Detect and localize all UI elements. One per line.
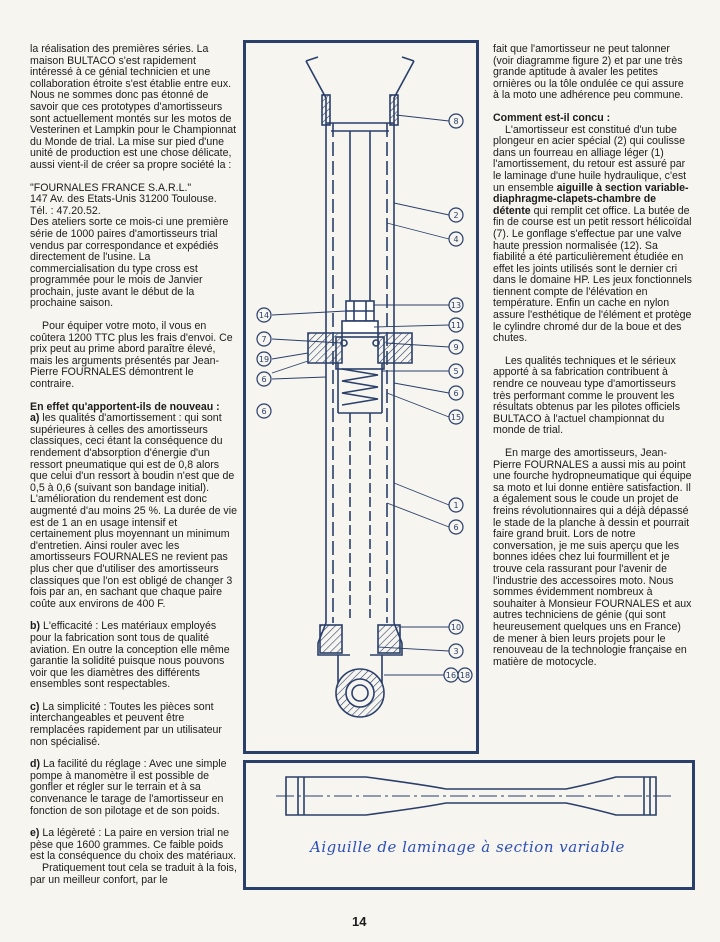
part-label (449, 298, 463, 312)
paragraph-text: Les qualités techniques et le sérieux apporté à sa fabrication contribuent à rendre ce nouveau type d'amortisseurs très performant comme le prouvent les résultats obtenus par les pilotes officiels BULTACO à l'actuel championnat du monde de trial. (493, 354, 681, 437)
part-label (449, 644, 463, 658)
list-item (30, 828, 238, 863)
page-number: 14 (352, 914, 367, 929)
paragraph: la réalisation des premières séries. La maison BULTACO s'est rapidement intéressé à ce génial technicien et une collaboration étroite s'est établie entre eux. Nous ne sommes donc pas étonné de savoir que ces prototypes d'amortisseurs sont actuellement montés sur les motos de Vesterinen et Lampkin pour le Championnat du Monde de trial. La mise sur pied d'une unité de production est une chose délicate, aussi vient-il de créer sa propre société la : (30, 43, 237, 171)
company-address: 147 Av. des Etats-Unis 31200 Toulouse. (30, 193, 217, 206)
paragraph: Des ateliers sorte ce mois-ci une première série de 1000 paires d'amortisseurs trial vendus par correspondance et expédiés directement de l'usine. La commercialisation du type cross est programmée pour le mois de Janvier prochain, juste avant le début de la prochaine saison. (30, 216, 229, 310)
svg-text:16: 16 (445, 671, 457, 680)
svg-text:8: 8 (453, 117, 459, 126)
svg-text:1: 1 (453, 501, 459, 510)
company-phone: Tél. : 47.20.52. (30, 204, 101, 217)
paragraph (30, 863, 238, 886)
needle-diagram (243, 760, 695, 890)
part-label (257, 308, 271, 322)
paragraph-text: Pratiquement tout cela se traduit à la fois, par un meilleur confort, par le (30, 862, 237, 886)
part-label (449, 318, 463, 332)
svg-text:19: 19 (258, 355, 270, 364)
svg-text:13: 13 (450, 301, 462, 310)
part-label (449, 386, 463, 400)
svg-text:2: 2 (453, 211, 459, 220)
item-text: La simplicité : Toutes les pièces sont interchangeables et peuvent être remplacées rapidement par un utilisateur non spécialisé. (30, 700, 222, 748)
needle-drawing (246, 763, 692, 887)
paragraph (493, 448, 692, 668)
svg-text:6: 6 (453, 523, 459, 532)
item-label: d) (30, 758, 40, 771)
part-label (257, 352, 271, 366)
bold-phrase: aiguille à section variable-diaphragme-clapets-chambre de détente (493, 181, 689, 217)
svg-text:4: 4 (453, 235, 459, 244)
part-label (449, 520, 463, 534)
svg-text:5: 5 (453, 367, 459, 376)
svg-text:3: 3 (453, 647, 459, 656)
svg-text:6: 6 (261, 375, 267, 384)
left-text-column (30, 44, 238, 886)
item-text: L'efficacité : Les matériaux employés pour la fabrication sont tous de qualité aviation. En outre la conception elle même garantie la solidité puisque nous pouvons voir que les diamètres des différents ensembles sont respectables. (30, 620, 230, 691)
svg-text:9: 9 (453, 343, 459, 352)
part-label (449, 232, 463, 246)
part-label (257, 404, 271, 418)
item-label: a) (30, 412, 40, 425)
part-label (444, 668, 458, 682)
svg-text:11: 11 (450, 321, 462, 330)
list-item (30, 621, 238, 691)
part-label (257, 332, 271, 346)
paragraph-text: Pour équiper votre moto, il vous en coûtera 1200 TTC plus les frais d'envoi. Ce prix peut au prime abord paraître élevé, mais les arguments présentés par Jean-Pierre FOURNALES démontrent le contraire. (30, 320, 233, 391)
paragraph (30, 321, 238, 391)
svg-text:14: 14 (258, 311, 270, 320)
paragraph: fait que l'amortisseur ne peut talonner (voir diagramme figure 2) et par une très grande aptitude à avaler les petites ornières ou la tôle ondulée ce qui assure à la moto une adhérence peu commune. (493, 43, 684, 102)
item-label: b) (30, 620, 40, 633)
part-label (449, 364, 463, 378)
paragraph-text: L'amortisseur est constitué d'un tube plongeur en acier spécial (2) qui coulisse dans un fourreau en alliage léger (1) l'amortissement, du retour est assuré par le laminage d'une huile hydraulique, c'est un ensemble (493, 123, 687, 194)
list-item (30, 759, 238, 817)
list-item (30, 413, 238, 610)
part-label (449, 410, 463, 424)
part-label (449, 340, 463, 354)
svg-text:6: 6 (261, 407, 267, 416)
part-label (449, 620, 463, 634)
paragraph-text: qui remplit cet office. La butée de fin de course est un petit ressort hélicoïdal (7). Le gonflage s'effectue par une valve haute pression normalisée (12). Sa fiabilité a été particulièrement étudiée en effet les joints utilisés sont le dernier cri dans le domaine HP. Les jeux fonctionnels tiennent compte de l'élévation en température. Enfin un cache en nylon assure l'esthétique de l'élément et protège le cylindre chromé dur de la boue et des chutes. (493, 204, 692, 345)
item-text: les qualités d'amortissement : qui sont supérieures à celles des amortisseurs classiques, ceci étant la conséquence du rendement d'absorption d'énergie d'un ressort pneumatique qui est de 0,8 alors que celui d'un ressort à boudin n'est que de 0,5 à 0,6 (suivant son bandage initial). L'amélioration du rendement est donc augmenté d'au moins 25 %. La durée de vie est de 1 an en usage intensif et certainement plus moyennant un minimum d'entretien. Ainsi rouler avec les amortisseurs FOURNALES ne revient pas plus cher que d'utiliser des amortisseurs classiques que l'on est obligé de changer 3 fois par an, en sachant que chaque paire coûte aux environs de 400 F. (30, 412, 237, 610)
shock-absorber-drawing (246, 43, 476, 751)
item-text: La légèreté : La paire en version trial ne pèse que 1600 grammes. Ce faible poids est la conséquence du choix des matériaux. (30, 827, 237, 863)
part-label (449, 208, 463, 222)
svg-text:15: 15 (450, 413, 462, 422)
paragraph (493, 356, 692, 437)
svg-text:6: 6 (453, 389, 459, 398)
list-item (30, 702, 238, 748)
svg-text:7: 7 (261, 335, 267, 344)
svg-text:10: 10 (450, 623, 462, 632)
company-name: "FOURNALES FRANCE S.A.R.L." (30, 181, 192, 194)
svg-text:18: 18 (459, 671, 471, 680)
needle-caption: Aiguille de laminage à section variable (310, 838, 625, 856)
item-text: La facilité du réglage : Avec une simple pompe à manomètre il est possible de gonfler et régler sur le terrain et à sa convenance le tarage de l'amortisseur en fonction de son pilotage et de son poids. (30, 758, 227, 817)
part-label (257, 372, 271, 386)
paragraph (493, 125, 692, 345)
shock-absorber-diagram (243, 40, 479, 754)
item-label: e) (30, 827, 40, 840)
section-heading: En effet qu'apportent-ils de nouveau : (30, 400, 220, 413)
section-heading: Comment est-il concu : (493, 111, 611, 124)
right-text-column (493, 44, 692, 679)
part-label (449, 114, 463, 128)
part-label (458, 668, 472, 682)
paragraph-text: En marge des amortisseurs, Jean-Pierre FOURNALES a aussi mis au point une fourche hydropneumatique qui équipe sa moto et lui donne entière satisfaction. Il a également sous le coude un projet de freins révolutionnaires qui a déjà dépassé le stade de la planche à dessin et pourrait faire grand bruit. Lors de notre conversation, je me suis aperçu que les bonnes idées chez lui fourmillent et je trouve cela rassurant pour l'avenir de l'industrie des accessoires moto. Nous sommes évidemment nombreux à souhaiter à Monsieur FOURNALES et aux autres techniciens de génie (qui sont heureusement quelques uns en France) de mener à bien leurs projets pour le renouveau de la technologie française en matière de motocycle. (493, 447, 692, 668)
part-label (449, 498, 463, 512)
item-label: c) (30, 700, 40, 713)
